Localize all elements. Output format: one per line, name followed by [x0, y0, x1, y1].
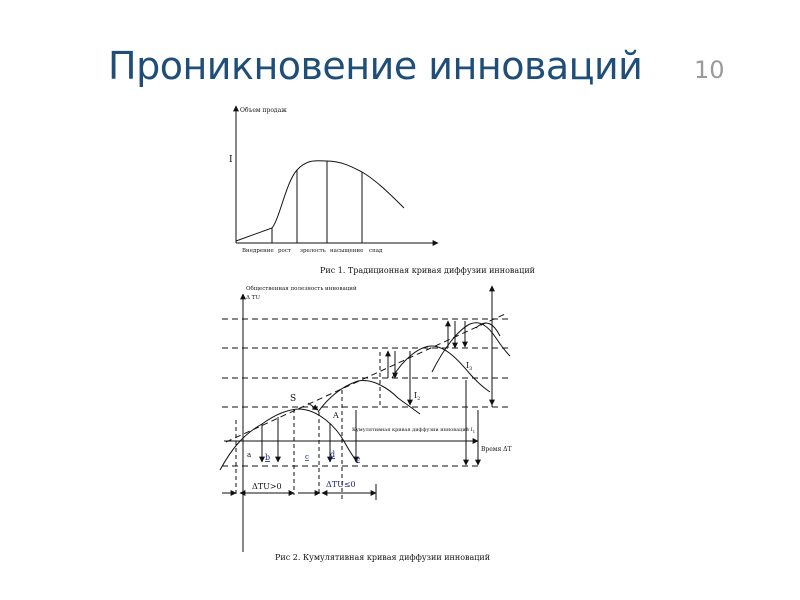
- fig2-point-s: S: [290, 394, 297, 404]
- fig2-letter-a: a: [247, 451, 252, 459]
- fig2-cumulative-label: Кумулятивная кривая диффузии инноваций $I_1$: [352, 427, 476, 434]
- slide-number: 10: [694, 56, 725, 84]
- fig1-stage-label: спад: [369, 248, 383, 254]
- fig1-stage-label: зрелость: [300, 248, 326, 254]
- fig2-letter-c: c: [305, 453, 309, 461]
- fig2-curve-2: [318, 380, 420, 414]
- fig2-letter-d: d: [330, 450, 336, 459]
- fig2-i3-label: $I_3$: [466, 361, 473, 372]
- fig2-delta-negative: ΔTU≤0: [326, 480, 356, 489]
- fig2-x-axis-label: Время ΔT: [481, 446, 512, 453]
- fig2-y-axis-label: Общественная полезность инноваций: [246, 286, 357, 292]
- fig2-curve-3: [392, 346, 490, 392]
- fig2-delta-positive: ΔTU>0: [252, 482, 282, 491]
- figure1-chart: [236, 106, 438, 243]
- fig2-curve-4: [432, 323, 510, 372]
- figure2-chart: [220, 286, 510, 552]
- fig2-point-a: A: [333, 411, 339, 420]
- fig1-y-axis-label: Объем продаж: [240, 107, 287, 114]
- fig1-diffusion-curve: [236, 161, 404, 241]
- fig2-caption: Рис 2. Кумулятивная кривая диффузии инноваций: [275, 553, 491, 562]
- slide-title: Проникновение инноваций: [108, 44, 643, 88]
- fig1-caption: Рис 1. Традиционная кривая диффузии инноваций: [320, 266, 535, 275]
- fig2-i2-label: $I_2$: [414, 391, 421, 402]
- fig1-roman-marker: I: [229, 155, 233, 165]
- fig1-stage-label: Внедрение: [242, 248, 274, 254]
- fig2-y-axis-symbol: Δ TU: [246, 295, 261, 301]
- fig2-letter-e: e: [356, 455, 361, 463]
- fig2-letter-b: b: [265, 453, 271, 462]
- fig1-stage-label: насыщение: [330, 248, 364, 254]
- fig2-curve-5: [476, 323, 500, 336]
- fig1-stage-label: рост: [278, 248, 291, 254]
